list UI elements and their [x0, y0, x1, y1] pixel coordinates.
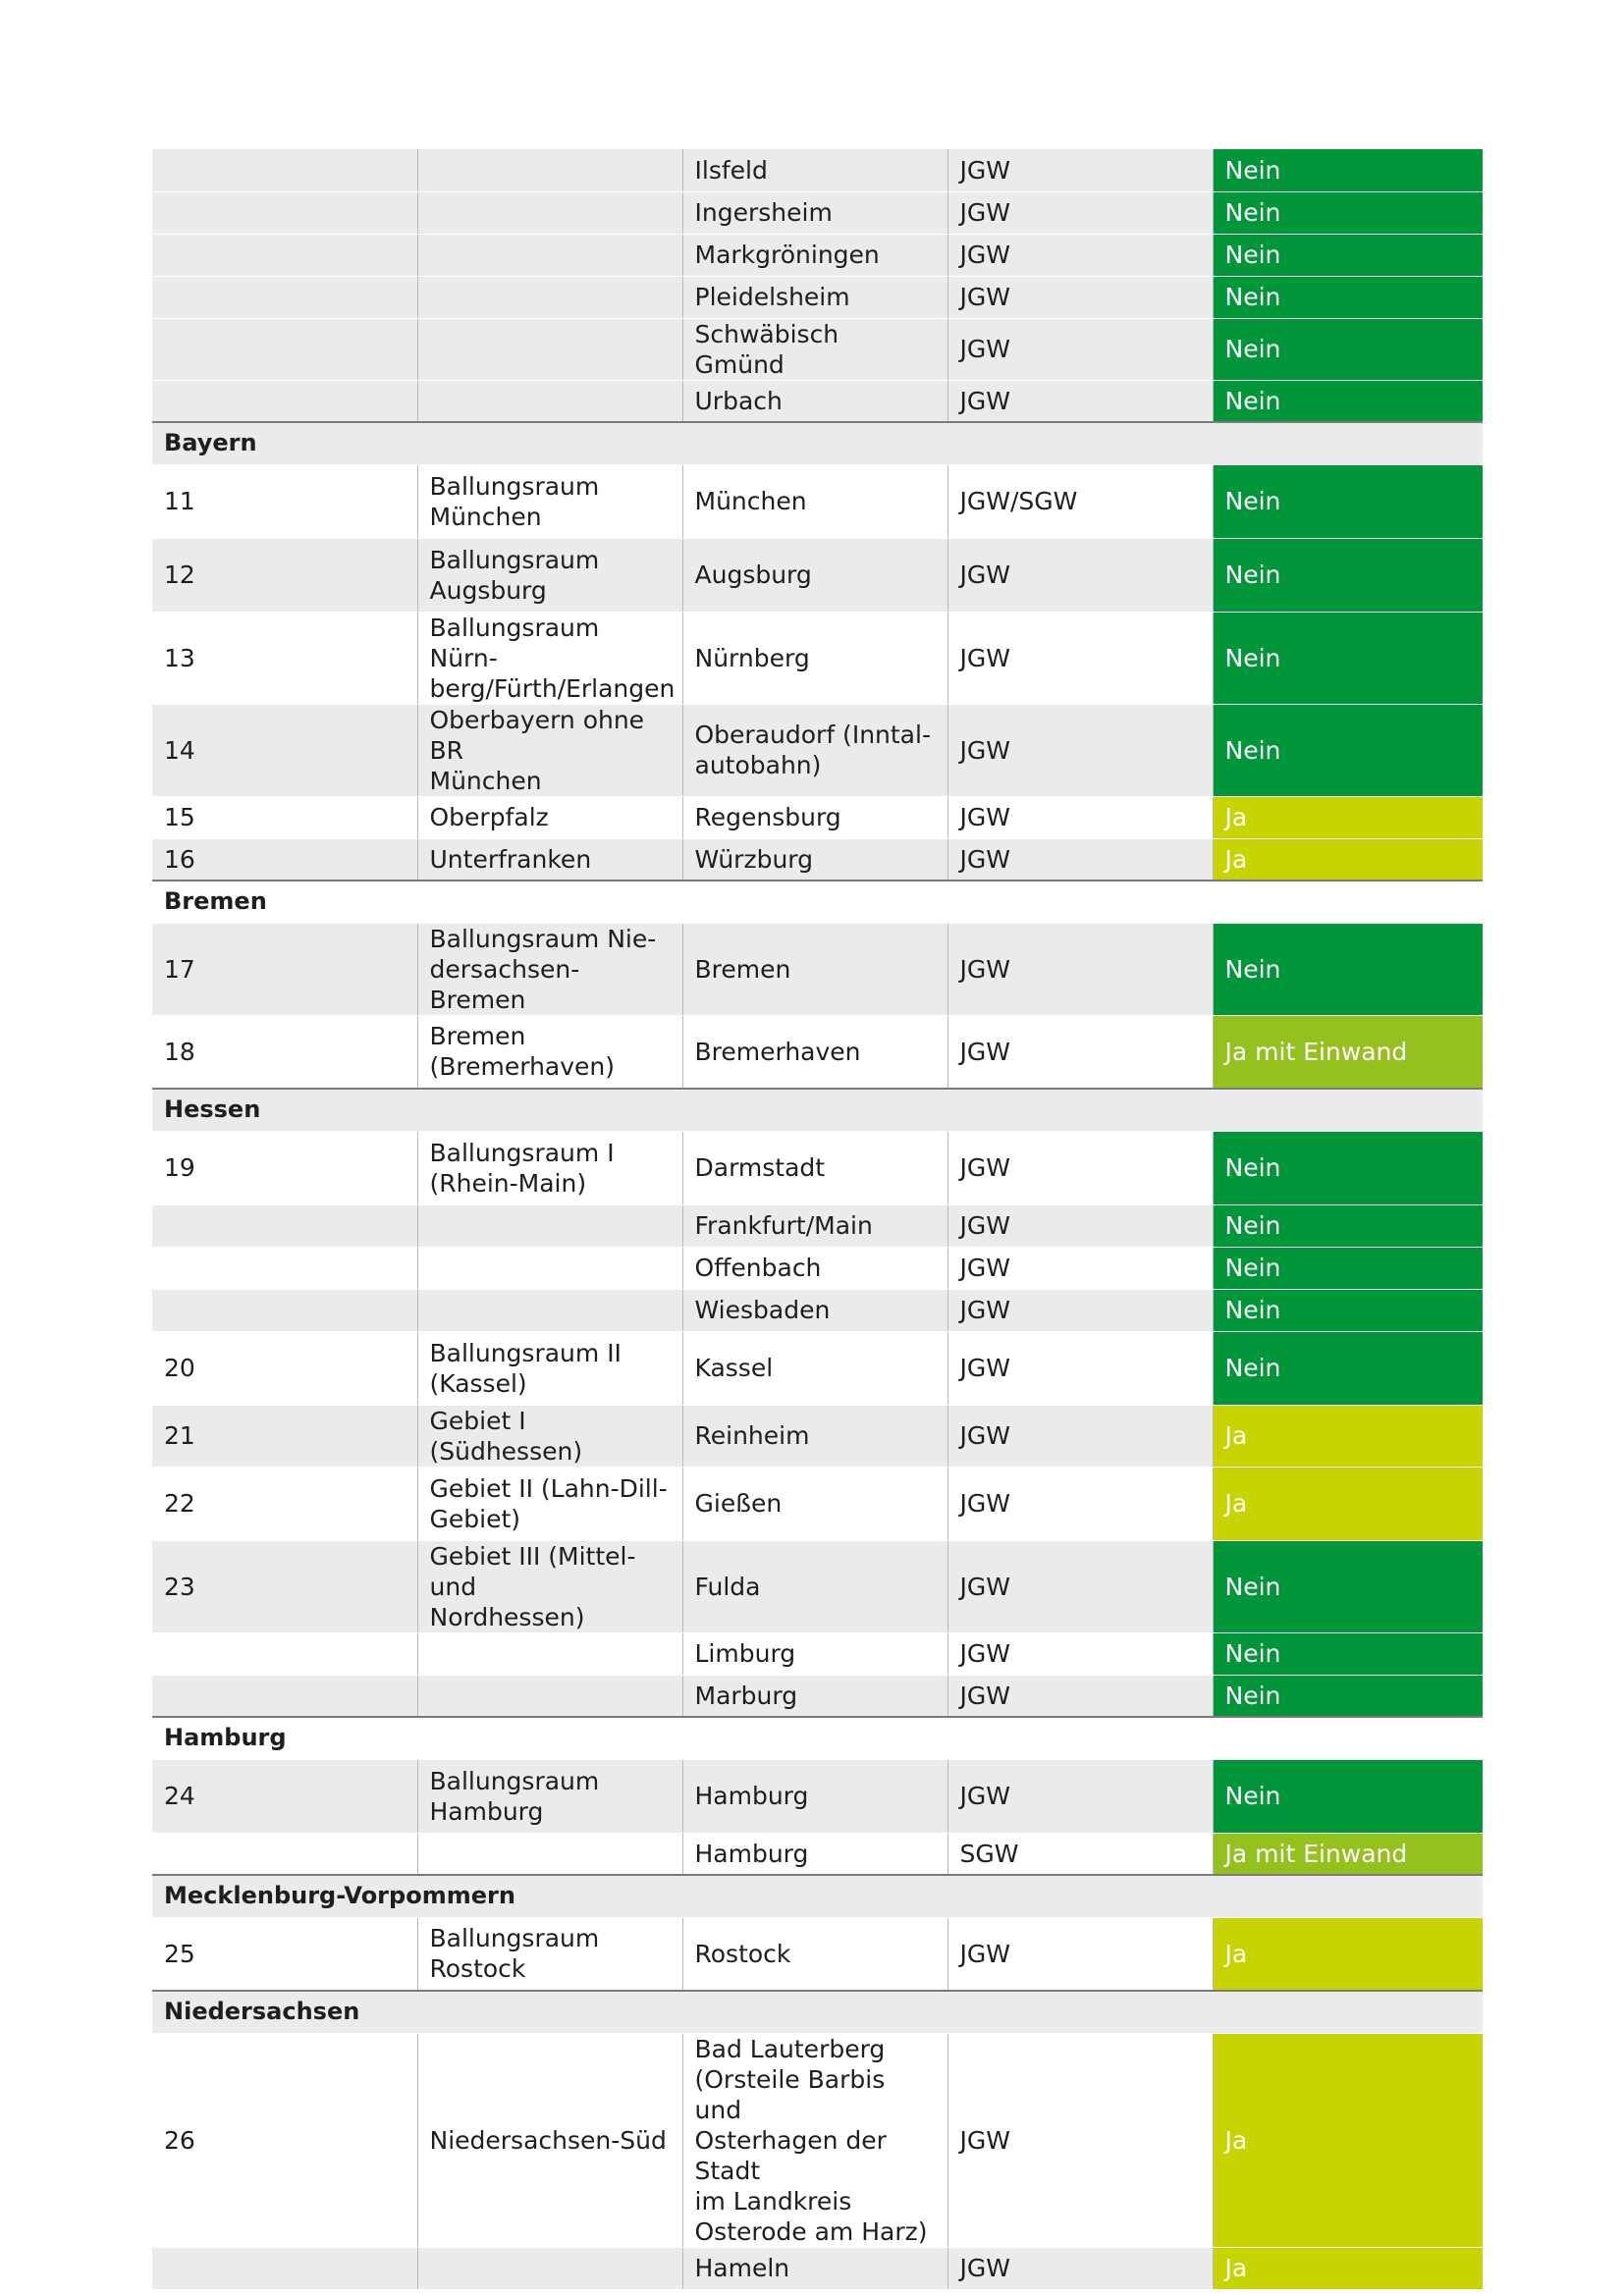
zone-name-line: Unterfranken [429, 844, 592, 874]
table-row [152, 612, 1483, 704]
zone-name-line: Hamburg [429, 1796, 544, 1826]
table-row [152, 1833, 1483, 1875]
location-line: Augsburg [694, 561, 812, 589]
limit-type-cell: JGW [947, 612, 1213, 704]
limit-type-cell: JGW [947, 1131, 1213, 1204]
table-row [152, 1540, 1483, 1632]
location-line: Markgröningen [694, 240, 880, 269]
table-row [152, 1131, 1483, 1204]
table-row [152, 191, 1483, 234]
zone-name-cell [417, 1405, 682, 1467]
zone-name-line: München [429, 502, 542, 531]
zone-number-cell [152, 191, 417, 234]
status-badge: Ja [1213, 1917, 1483, 1991]
zone-name-cell [417, 1917, 682, 1991]
location-cell [682, 1405, 947, 1467]
location-cell [682, 612, 947, 704]
section-header-row [152, 1089, 1483, 1131]
location-cell [682, 796, 947, 838]
zone-name-cell [417, 1540, 682, 1632]
status-badge: Ja mit Einwand [1213, 1015, 1483, 1089]
table-row [152, 1331, 1483, 1405]
zone-number-cell: 24 [152, 1759, 417, 1833]
limit-type-cell: JGW [947, 838, 1213, 881]
location-cell [682, 149, 947, 191]
limit-type-cell: JGW [947, 704, 1213, 796]
limit-type-cell: JGW [947, 1467, 1213, 1540]
zone-name-line: Ballungsraum [429, 1766, 600, 1795]
table-row [152, 276, 1483, 318]
location-line: Osterode am Harz) [694, 2216, 928, 2246]
section-header-row [152, 881, 1483, 923]
zone-name-cell [417, 2247, 682, 2289]
limit-type-cell: JGW [947, 318, 1213, 380]
limit-type-cell: JGW [947, 234, 1213, 276]
limit-type-cell: JGW [947, 380, 1213, 422]
status-badge: Nein [1213, 1540, 1483, 1632]
zone-name-line: München [429, 766, 542, 795]
zone-name-line: Augsburg [429, 575, 547, 605]
zone-name-cell [417, 1833, 682, 1875]
status-badge: Ja [1213, 838, 1483, 881]
location-cell [682, 704, 947, 796]
zone-number-cell [152, 149, 417, 191]
zone-number-cell: 12 [152, 538, 417, 612]
location-line: Darmstadt [694, 1153, 826, 1182]
location-line: Hameln [694, 2254, 790, 2282]
limit-type-cell: JGW [947, 1247, 1213, 1289]
location-line: Rostock [694, 1939, 791, 1968]
zone-name-cell [417, 838, 682, 881]
location-line: Wiesbaden [694, 1296, 831, 1324]
location-cell [682, 1632, 947, 1675]
section-title: Niedersachsen [152, 1991, 1483, 2033]
zone-name-cell [417, 318, 682, 380]
status-badge: Nein [1213, 191, 1483, 234]
location-line: Hamburg [694, 1839, 809, 1868]
zone-number-cell [152, 318, 417, 380]
zone-number-cell: 25 [152, 1917, 417, 1991]
limit-type-cell: JGW [947, 149, 1213, 191]
zone-number-cell: 15 [152, 796, 417, 838]
limit-type-cell: JGW [947, 1632, 1213, 1675]
zone-name-line: Ballungsraum II [429, 1338, 622, 1367]
zone-name-cell [417, 1131, 682, 1204]
location-line: Reinheim [694, 1421, 810, 1450]
location-line: Urbach [694, 386, 783, 415]
section-header-row [152, 1875, 1483, 1917]
table-row [152, 838, 1483, 881]
location-cell [682, 1015, 947, 1089]
location-line: Osterhagen der Stadt [694, 2125, 887, 2185]
section-header-row [152, 1717, 1483, 1759]
limit-type-cell: JGW [947, 1204, 1213, 1247]
location-cell [682, 923, 947, 1015]
zone-name-cell [417, 1675, 682, 1717]
zone-number-cell: 16 [152, 838, 417, 881]
status-badge: Nein [1213, 612, 1483, 704]
zone-name-line: berg/Fürth/Erlangen [429, 673, 676, 703]
status-badge: Nein [1213, 149, 1483, 191]
table-body [152, 149, 1483, 2289]
table-row [152, 1204, 1483, 1247]
table-row [152, 538, 1483, 612]
location-line: autobahn) [694, 751, 822, 779]
table-row [152, 1675, 1483, 1717]
zone-name-line: Gebiet II (Lahn-Dill- [429, 1473, 668, 1503]
zone-number-cell: 17 [152, 923, 417, 1015]
location-cell [682, 1467, 947, 1540]
zone-number-cell [152, 2247, 417, 2289]
zone-number-cell [152, 1247, 417, 1289]
table-row [152, 923, 1483, 1015]
status-badge: Nein [1213, 1247, 1483, 1289]
location-cell [682, 318, 947, 380]
zone-number-cell [152, 1289, 417, 1331]
location-cell [682, 191, 947, 234]
status-badge: Nein [1213, 1759, 1483, 1833]
location-cell [682, 1540, 947, 1632]
limit-type-cell: JGW [947, 538, 1213, 612]
zone-name-line: Gebiet III (Mittel- und [429, 1541, 636, 1601]
limit-type-cell: JGW [947, 1675, 1213, 1717]
zone-name-line: Rostock [429, 1954, 526, 1984]
zone-name-cell [417, 538, 682, 612]
zone-name-line: Ballungsraum Nie- [429, 924, 657, 953]
status-badge: Nein [1213, 538, 1483, 612]
location-line: Würzburg [694, 844, 813, 874]
zone-number-cell [152, 276, 417, 318]
status-badge: Ja [1213, 1405, 1483, 1467]
zone-name-cell [417, 612, 682, 704]
status-badge: Nein [1213, 1289, 1483, 1331]
zone-name-cell [417, 1204, 682, 1247]
table-row [152, 1759, 1483, 1833]
limit-type-cell: JGW [947, 1331, 1213, 1405]
zone-number-cell: 21 [152, 1405, 417, 1467]
limit-type-cell: JGW [947, 276, 1213, 318]
zone-name-cell [417, 1289, 682, 1331]
location-line: Schwäbisch Gmünd [694, 319, 839, 379]
zone-number-cell [152, 1632, 417, 1675]
location-line: Bad Lauterberg [694, 2034, 886, 2063]
location-cell [682, 464, 947, 538]
table-row [152, 1289, 1483, 1331]
status-badge: Ja [1213, 1467, 1483, 1540]
zone-name-cell [417, 149, 682, 191]
section-header-row [152, 1991, 1483, 2033]
status-badge: Ja [1213, 796, 1483, 838]
location-line: Bremerhaven [694, 1037, 861, 1066]
zone-number-cell: 26 [152, 2033, 417, 2247]
zone-name-cell [417, 380, 682, 422]
zone-name-cell [417, 234, 682, 276]
location-line: Gießen [694, 1489, 783, 1518]
location-line: Regensburg [694, 803, 841, 831]
table-row [152, 2247, 1483, 2289]
location-line: (Orsteile Barbis und [694, 2064, 886, 2124]
limit-type-cell: JGW [947, 2033, 1213, 2247]
status-badge: Ja mit Einwand [1213, 1833, 1483, 1875]
zone-name-line: Ballungsraum [429, 1924, 600, 1953]
location-cell [682, 1131, 947, 1204]
location-cell [682, 2033, 947, 2247]
zone-number-cell: 11 [152, 464, 417, 538]
section-title: Hamburg [152, 1717, 1483, 1759]
table-row [152, 1467, 1483, 1540]
section-title: Bayern [152, 422, 1483, 464]
location-cell [682, 380, 947, 422]
location-line: Offenbach [694, 1254, 822, 1282]
zone-name-line: (Kassel) [429, 1368, 527, 1398]
table-row [152, 796, 1483, 838]
location-cell [682, 1204, 947, 1247]
status-badge: Nein [1213, 704, 1483, 796]
status-badge: Nein [1213, 1204, 1483, 1247]
location-line: Hamburg [694, 1782, 809, 1810]
limit-type-cell: JGW [947, 796, 1213, 838]
zone-number-cell: 13 [152, 612, 417, 704]
status-badge: Nein [1213, 1331, 1483, 1405]
zone-name-cell [417, 1247, 682, 1289]
location-line: Ingersheim [694, 198, 833, 227]
zone-name-cell [417, 1467, 682, 1540]
location-cell [682, 1833, 947, 1875]
limit-type-cell: SGW [947, 1833, 1213, 1875]
zone-number-cell: 14 [152, 704, 417, 796]
section-title: Hessen [152, 1089, 1483, 1131]
limit-type-cell: JGW [947, 923, 1213, 1015]
location-line: Marburg [694, 1681, 798, 1710]
zone-number-cell: 19 [152, 1131, 417, 1204]
table-row [152, 2033, 1483, 2247]
table-row [152, 1917, 1483, 1991]
zone-number-cell: 20 [152, 1331, 417, 1405]
zone-name-line: Bremen [429, 1022, 526, 1051]
location-line: Kassel [694, 1354, 774, 1382]
zone-name-line: Niedersachsen-Süd [429, 2125, 667, 2155]
zone-number-cell [152, 234, 417, 276]
zone-name-line: Oberpfalz [429, 803, 549, 831]
location-cell [682, 1331, 947, 1405]
zone-name-line: (Bremerhaven) [429, 1052, 616, 1082]
limit-type-cell: JGW [947, 1405, 1213, 1467]
location-line: Frankfurt/Main [694, 1211, 873, 1240]
status-badge: Nein [1213, 464, 1483, 538]
status-badge: Ja [1213, 2247, 1483, 2289]
status-badge: Nein [1213, 276, 1483, 318]
section-title: Mecklenburg-Vorpommern [152, 1875, 1483, 1917]
status-badge: Nein [1213, 923, 1483, 1015]
location-cell [682, 1289, 947, 1331]
location-line: Pleidelsheim [694, 283, 850, 311]
air-quality-table [152, 149, 1483, 2290]
zone-name-cell [417, 2033, 682, 2247]
location-line: im Landkreis [694, 2186, 852, 2216]
zone-name-cell [417, 1331, 682, 1405]
location-cell [682, 1247, 947, 1289]
zone-name-line: Gebiet I (Südhessen) [429, 1406, 583, 1466]
location-cell [682, 1675, 947, 1717]
status-badge: Nein [1213, 1675, 1483, 1717]
location-line: Bremen [694, 954, 791, 984]
zone-number-cell [152, 1833, 417, 1875]
zone-name-cell [417, 1632, 682, 1675]
table-row [152, 704, 1483, 796]
table-row [152, 149, 1483, 191]
location-cell [682, 1759, 947, 1833]
table-row [152, 1632, 1483, 1675]
zone-number-cell [152, 380, 417, 422]
status-badge: Nein [1213, 234, 1483, 276]
zone-name-line: dersachsen-Bremen [429, 954, 580, 1014]
location-cell [682, 838, 947, 881]
zone-number-cell: 18 [152, 1015, 417, 1089]
limit-type-cell: JGW [947, 1015, 1213, 1089]
table-row [152, 1015, 1483, 1089]
zone-name-cell [417, 1759, 682, 1833]
location-cell [682, 1917, 947, 1991]
zone-name-cell [417, 464, 682, 538]
status-badge: Nein [1213, 318, 1483, 380]
table-row [152, 464, 1483, 538]
zone-name-line: Ballungsraum [429, 545, 600, 574]
zone-name-cell [417, 191, 682, 234]
location-cell [682, 538, 947, 612]
zone-name-cell [417, 923, 682, 1015]
zone-name-line: Ballungsraum I [429, 1138, 615, 1167]
zone-name-cell [417, 704, 682, 796]
status-badge: Nein [1213, 380, 1483, 422]
location-cell [682, 234, 947, 276]
limit-type-cell: JGW/SGW [947, 464, 1213, 538]
table-row [152, 1405, 1483, 1467]
zone-name-line: Oberbayern ohne BR [429, 705, 645, 765]
limit-type-cell: JGW [947, 191, 1213, 234]
table-row [152, 318, 1483, 380]
section-title: Bremen [152, 881, 1483, 923]
zone-number-cell: 23 [152, 1540, 417, 1632]
zone-name-cell [417, 276, 682, 318]
location-line: München [694, 487, 807, 515]
limit-type-cell: JGW [947, 1759, 1213, 1833]
location-line: Ilsfeld [694, 155, 768, 185]
zone-name-line: Ballungsraum Nürn- [429, 613, 600, 672]
zone-name-line: (Rhein-Main) [429, 1168, 587, 1198]
limit-type-cell: JGW [947, 1289, 1213, 1331]
limit-type-cell: JGW [947, 1917, 1213, 1991]
status-badge: Nein [1213, 1632, 1483, 1675]
table-row [152, 380, 1483, 422]
section-header-row [152, 422, 1483, 464]
limit-type-cell: JGW [947, 1540, 1213, 1632]
status-badge: Nein [1213, 1131, 1483, 1204]
limit-type-cell: JGW [947, 2247, 1213, 2289]
location-line: Oberaudorf (Inntal- [694, 721, 931, 749]
location-line: Nürnberg [694, 643, 810, 672]
zone-name-cell [417, 796, 682, 838]
table-row [152, 1247, 1483, 1289]
location-line: Limburg [694, 1639, 796, 1668]
zone-number-cell: 22 [152, 1467, 417, 1540]
zone-name-line: Nordhessen) [429, 1602, 585, 1631]
zone-name-line: Gebiet) [429, 1504, 521, 1533]
zone-name-cell [417, 1015, 682, 1089]
location-cell [682, 276, 947, 318]
location-cell [682, 2247, 947, 2289]
zone-name-line: Ballungsraum [429, 471, 600, 501]
table-row [152, 234, 1483, 276]
location-line: Fulda [694, 1572, 761, 1601]
status-badge: Ja [1213, 2033, 1483, 2247]
zone-number-cell [152, 1204, 417, 1247]
zone-number-cell [152, 1675, 417, 1717]
